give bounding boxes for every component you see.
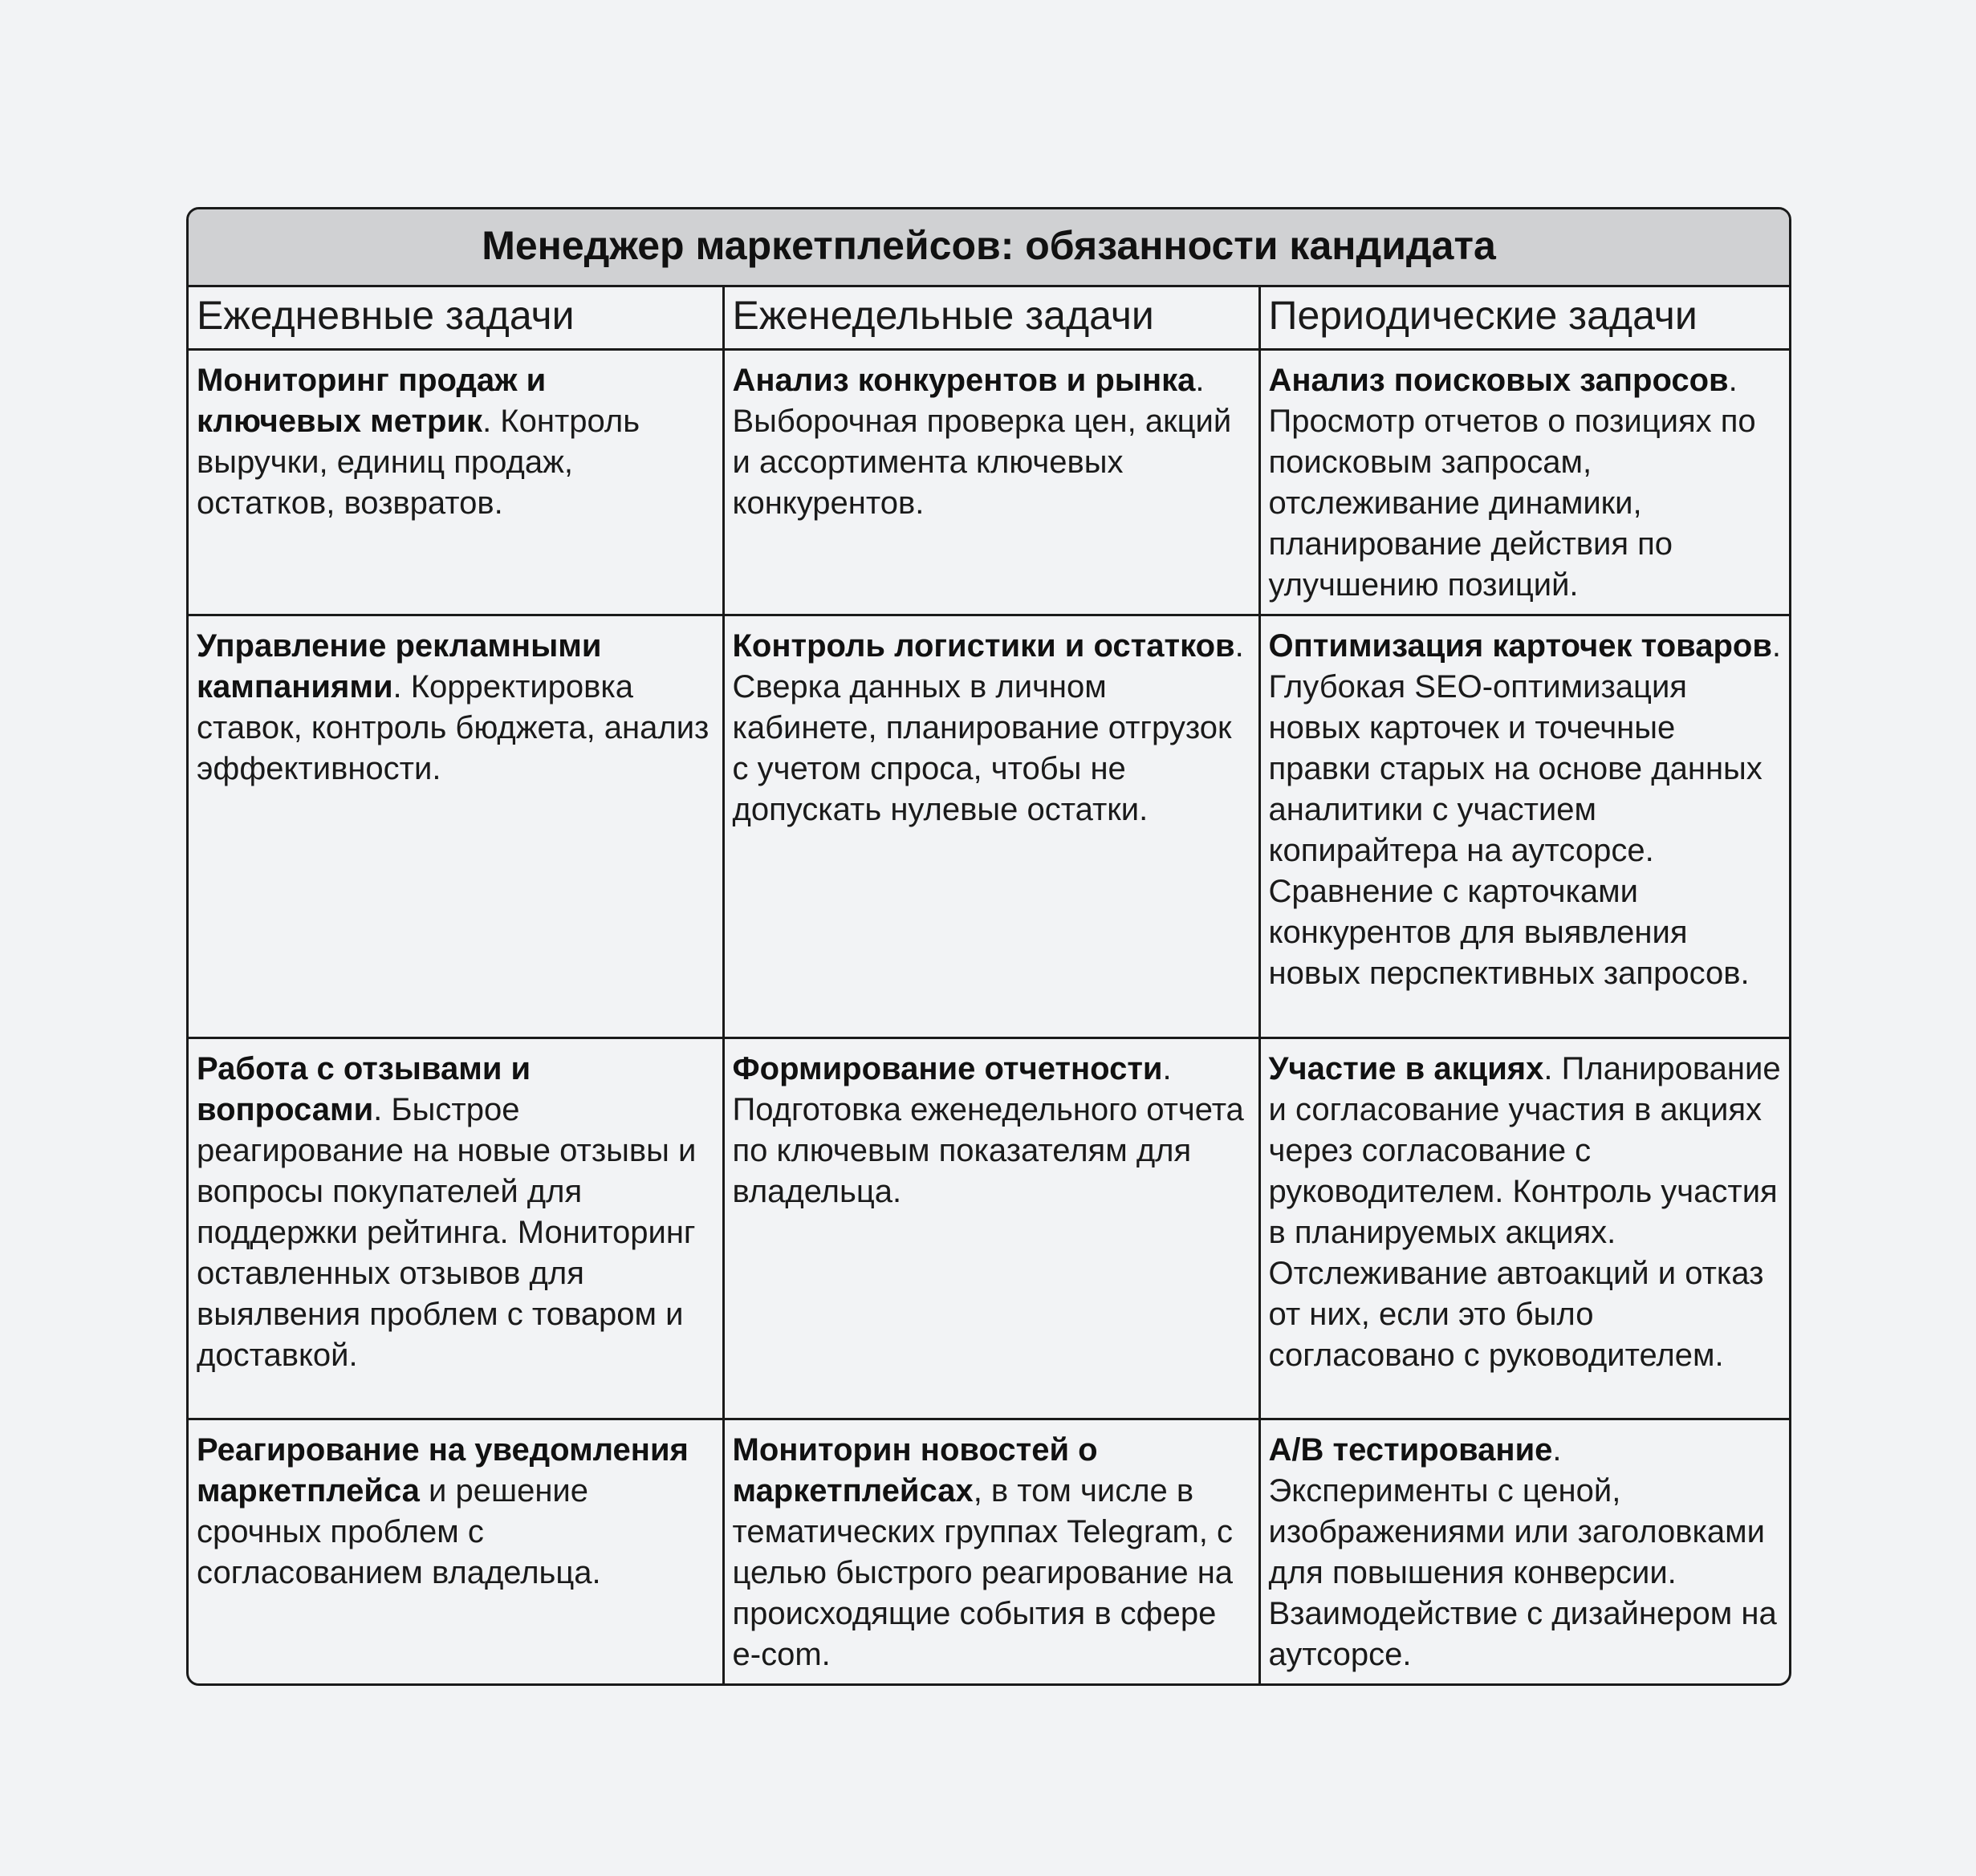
cell-text: . Сверка данных в личном кабинете, планирование отгрузок с учетом спроса, чтобы не допускать нулевые остатки. [732, 627, 1244, 827]
table-cell [189, 615, 723, 1037]
cell-heading: Формирование отчетности [732, 1050, 1163, 1086]
cell-text: . Эксперименты с ценой, изображениями или заголовками для повышения конверсии. Взаимодействие с дизайнером на аутсорсе. [1268, 1431, 1777, 1672]
cell-text: . Корректировка ставок, контроль бюджета, анализ эффективности. [197, 668, 709, 786]
table-cell [723, 1037, 1259, 1419]
cell-text: . Быстрое реагирование на новые отзывы и вопросы покупателей для поддержки рейтинга. Мониторинг оставленных отзывов для выялвения проблем с товаром и доставкой. [197, 1091, 697, 1373]
cell-heading: Работа с отзывами и вопросами [197, 1050, 531, 1127]
table-cell [189, 1419, 723, 1683]
cell-heading: Анализ конкурентов и рынка [732, 362, 1196, 398]
table-cell [189, 1037, 723, 1419]
header-row [189, 287, 1789, 349]
table-cell [723, 349, 1259, 615]
cell-heading: Мониторин новостей о маркетплейсах [732, 1431, 1098, 1509]
header-periodic: Периодические задачи [1259, 287, 1789, 349]
table-row [189, 1037, 1789, 1419]
header-daily: Ежедневные задачи [189, 287, 723, 349]
table-cell [1259, 1419, 1789, 1683]
cell-heading: Реагирование на уведомления маркетплейса [197, 1431, 689, 1509]
cell-heading: Анализ поисковых запросов [1268, 362, 1729, 398]
table-cell [1259, 349, 1789, 615]
table-cell [1259, 615, 1789, 1037]
cell-text: . Планирование и согласование участия в акциях через согласование с руководителем. Контроль участия в планируемых акциях. Отслеживание автоакций и отказ от них, если это было согласовано с руководителем. [1268, 1050, 1781, 1373]
cell-text: . Глубокая SEO-оптимизация новых карточек и точечные правки старых на основе данных аналитики с участием копирайтера на аутсорсе. Сравнение с карточками конкурентов для выявления новых перспективных запросов. [1268, 627, 1782, 991]
table-row [189, 615, 1789, 1037]
cell-text: . Выборочная проверка цен, акций и ассортимента ключевых конкурентов. [732, 362, 1232, 521]
table-cell [189, 349, 723, 615]
table-cell [723, 615, 1259, 1037]
table-cell [723, 1419, 1259, 1683]
table-cell [1259, 1037, 1789, 1419]
cell-heading: Мониторинг продаж и ключевых метрик [197, 362, 547, 439]
cell-text: . Просмотр отчетов о позициях по поисковым запросам, отслеживание динамики, планирование действия по улучшению позиций. [1268, 362, 1756, 603]
duties-table [186, 207, 1791, 1686]
cell-heading: Управление рекламными кампаниями [197, 627, 602, 705]
cell-heading: A/B тестирование [1268, 1431, 1553, 1468]
cell-heading: Участие в акциях [1268, 1050, 1544, 1086]
cell-text: . Подготовка еженедельного отчета по ключевым показателям для владельца. [732, 1050, 1244, 1209]
cell-heading: Контроль логистики и остатков [732, 627, 1235, 664]
cell-text: , в том числе в тематических группах Telegram, с целью быстрого реагирование на происходящие события в сфере e-com. [732, 1472, 1234, 1672]
header-weekly: Еженедельные задачи [723, 287, 1259, 349]
table-row [189, 349, 1789, 615]
table-title: Менеджер маркетплейсов: обязанности кандидата [189, 209, 1789, 287]
duties-grid [189, 287, 1789, 1683]
table-row [189, 1419, 1789, 1683]
cell-heading: Оптимизация карточек товаров [1268, 627, 1772, 664]
cell-text: . Контроль выручки, единиц продаж, остатков, возвратов. [197, 403, 640, 521]
cell-text: и решение срочных проблем с согласованием владельца. [197, 1472, 601, 1590]
